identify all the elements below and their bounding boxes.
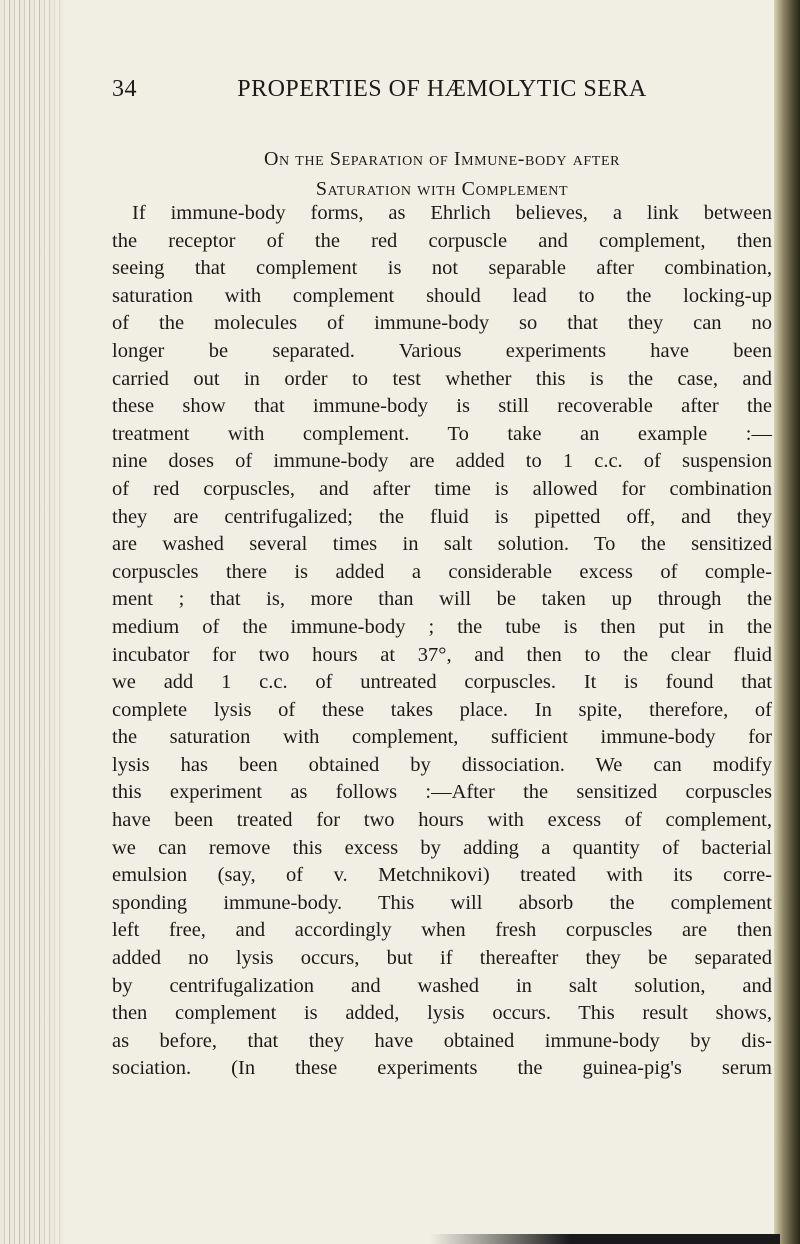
text-line: carried out in order to test whether this is the case, and <box>112 367 772 390</box>
binding-fade <box>40 0 80 1244</box>
text-line: by centrifugalization and washed in salt solution, and <box>112 974 772 997</box>
text-line: they are centrifugalized; the fluid is pipetted off, and they <box>112 505 772 528</box>
page-edge-right <box>774 0 800 1244</box>
text-line: ment ; that is, more than will be taken up through the <box>112 588 772 611</box>
text-line: seeing that complement is not separable after combination, <box>112 257 772 280</box>
text-line: sponding immune-body. This will absorb the complement <box>112 891 772 914</box>
text-line: are washed several times in salt solution. To the sensitized <box>112 533 772 556</box>
text-line: the saturation with complement, sufficient immune-body for <box>112 726 772 749</box>
page-bottom-shadow <box>430 1234 780 1244</box>
text-line: longer be separated. Various experiments have been <box>112 339 772 362</box>
text-line: lysis has been obtained by dissociation. We can modify <box>112 753 772 776</box>
text-line: we can remove this excess by adding a quantity of bacterial <box>112 836 772 859</box>
text-line: as before, that they have obtained immune-body by dis- <box>112 1029 772 1052</box>
text-line: medium of the immune-body ; the tube is then put in the <box>112 615 772 638</box>
text-line: the receptor of the red corpuscle and complement, then <box>112 229 772 252</box>
text-line: corpuscles there is added a considerable excess of comple- <box>112 560 772 583</box>
text-line: nine doses of immune-body are added to 1 c.c. of suspension <box>112 450 772 473</box>
text-line: then complement is added, lysis occurs. This result shows, <box>112 1002 772 1025</box>
section-heading-line: On the Separation of Immune-body after <box>263 148 621 170</box>
section-heading-line: Saturation with Complement <box>315 178 569 200</box>
text-line: saturation with complement should lead to the locking-up <box>112 284 772 307</box>
text-line: we add 1 c.c. of untreated corpuscles. It is found that <box>112 671 772 694</box>
page-number: 34 <box>112 76 137 102</box>
text-line: of red corpuscles, and after time is allowed for combination <box>112 477 772 500</box>
section-heading <box>112 144 772 204</box>
text-line: emulsion (say, of v. Metchnikovi) treated with its corre- <box>112 864 772 887</box>
text-line: have been treated for two hours with excess of complement, <box>112 809 772 832</box>
running-head <box>112 76 772 112</box>
running-title: PROPERTIES OF HÆMOLYTIC SERA <box>237 76 647 102</box>
text-line: added no lysis occurs, but if thereafter they be separated <box>112 947 772 970</box>
text-line: of the molecules of immune-body so that they can no <box>112 312 772 335</box>
text-line: If immune-body forms, as Ehrlich believes, a link between <box>132 202 772 224</box>
text-line: this experiment as follows :—After the sensitized corpuscles <box>112 781 772 804</box>
text-line: sociation. (In these experiments the guinea-pig's serum <box>112 1057 772 1080</box>
text-line: left free, and accordingly when fresh corpuscles are then <box>112 919 772 942</box>
text-line: complete lysis of these takes place. In spite, therefore, of <box>112 698 772 721</box>
body-paragraph <box>112 200 772 1083</box>
text-line: these show that immune-body is still recoverable after the <box>112 395 772 418</box>
text-line: incubator for two hours at 37°, and then to the clear fluid <box>112 643 772 666</box>
text-line: treatment with complement. To take an example :— <box>112 422 772 445</box>
